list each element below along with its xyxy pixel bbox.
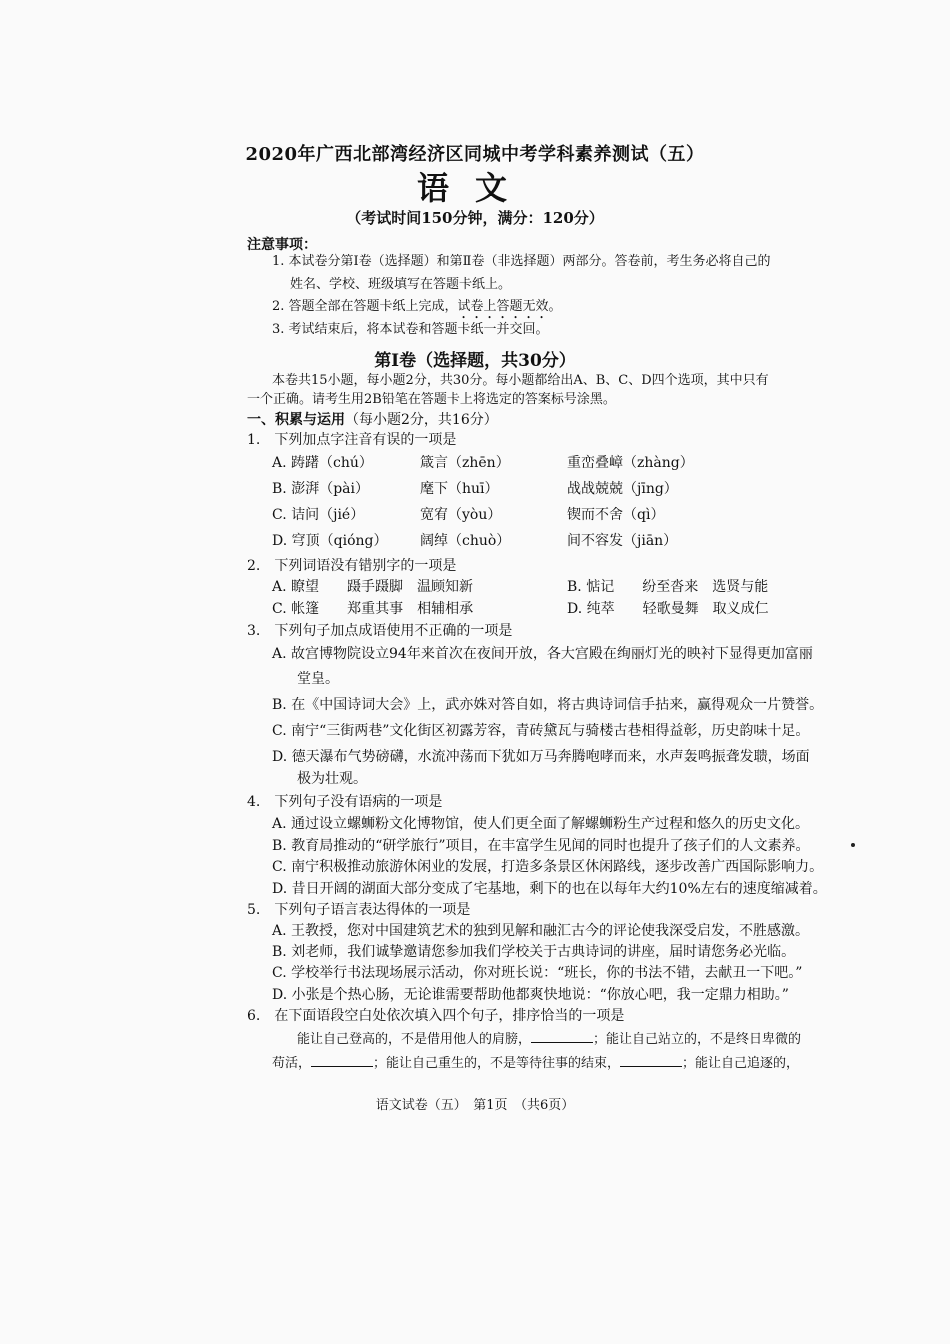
q3-c: C. 南宁“三街两巷”文化街区初露芳容，青砖黛瓦与骑楼古巷相得益彰，历史韵味十足。 <box>272 723 810 739</box>
q4-a: A. 通过设立螺蛳粉文化博物馆，使人们更全面了解螺蛳粉生产过程和悠久的历史文化。 <box>272 816 810 832</box>
q1-c-2: 宽宥（yòu） <box>420 507 502 523</box>
q6-stem: 6. 在下面语段空白处依次填入四个句子，排序恰当的一项是 <box>247 1008 625 1024</box>
q2-c: C. 帐篷 郑重其事 相辅相承 <box>272 601 474 617</box>
q4-stem: 4. 下列句子没有语病的一项是 <box>247 794 443 810</box>
scan-speck <box>851 843 855 847</box>
q6-passage-line-1: 能让自己登高的，不是借用他人的肩膀， ；能让自己站立的，不是终日卑微的 <box>297 1032 802 1047</box>
notice-label: 注意事项： <box>247 237 317 253</box>
q2-stem: 2. 下列词语没有错别字的一项是 <box>247 558 457 574</box>
q5-d: D. 小张是个热心肠，无论谁需要帮助他都爽快地说：“你放心吧，我一定鼎力相助。” <box>272 987 789 1003</box>
q6-blank-2 <box>311 1054 373 1067</box>
q6-blank-1 <box>531 1030 593 1043</box>
q6-blank-3 <box>620 1054 682 1067</box>
subject-title: 语文 <box>416 169 533 207</box>
notice-item-1-cont: 姓名、学校、班级填写在答题卡纸上。 <box>290 277 512 292</box>
q1-b-3: 战战兢兢（jīng） <box>567 481 678 497</box>
q1-b-2: 麾下（huī） <box>420 481 499 497</box>
notice-item-2: 2. 答题全部在答题卡纸上完成，试卷上答题无效。 <box>272 299 562 314</box>
q6-passage-line-2: 苟活， ；能让自己重生的，不是等待往事的结束， ；能让自己追逐的， <box>272 1056 800 1071</box>
section-intro-2: 一个正确。请考生用2B铅笔在答题卡上将选定的答案标号涂黑。 <box>247 392 616 407</box>
q1-d-1: D. 穹顶（qióng） <box>272 533 388 549</box>
q5-a: A. 王教授，您对中国建筑艺术的独到见解和融汇古今的评论使我深受启发，不胜感激。 <box>272 923 810 939</box>
section-intro-1: 本卷共15小题，每小题2分，共30分。每小题都给出A、B、C、D四个选项，其中只有 <box>272 373 769 388</box>
q2-b: B. 惦记 纷至沓来 选贤与能 <box>567 579 769 595</box>
q3-b: B. 在《中国诗词大会》上，武亦姝对答自如，将古典诗词信手拈来，赢得观众一片赞誉。 <box>272 697 824 713</box>
q3-a-cont: 堂皇。 <box>297 671 339 687</box>
q1-stem: 1. 下列加点字注音有误的一项是 <box>247 432 457 448</box>
q1-c-1: C. 诘问（jié） <box>272 507 365 523</box>
part-heading: 一、积累与运用（每小题2分，共16分） <box>247 412 498 428</box>
q1-a-3: 重峦叠嶂（zhàng） <box>567 455 694 471</box>
section-title: 第Ⅰ卷（选择题，共30分） <box>374 351 576 371</box>
q3-d-cont: 极为壮观。 <box>297 771 367 787</box>
notice-item-3: 3. 考试结束后，将本试卷和答题卡纸一并交回。 <box>272 322 549 337</box>
notice-item-1: 1. 本试卷分第Ⅰ卷（选择题）和第Ⅱ卷（非选择题）两部分。答卷前，考生务必将自己的 <box>272 254 771 269</box>
q3-stem: 3. 下列句子加点成语使用不正确的一项是 <box>247 623 513 639</box>
q5-b: B. 刘老师，我们诚挚邀请您参加我们学校关于古典诗词的讲座，届时请您务必光临。 <box>272 944 796 960</box>
q4-c: C. 南宁积极推动旅游休闲业的发展，打造多条景区休闲路线，逐步改善广西国际影响力。 <box>272 859 824 875</box>
q1-c-3: 锲而不舍（qì） <box>567 507 665 523</box>
q1-a-2: 箴言（zhēn） <box>420 455 510 471</box>
exam-time-note: （考试时间150分钟，满分：120分） <box>346 209 604 227</box>
q2-a: A. 瞭望 蹑手蹑脚 温顾知新 <box>272 579 474 595</box>
q3-a: A. 故宫博物院设立94年来首次在夜间开放，各大宫殿在绚丽灯光的映衬下显得更加富丽 <box>272 646 813 662</box>
q1-d-3: 间不容发（jiān） <box>567 533 678 549</box>
q2-d: D. 纯萃 轻歌曼舞 取义成仁 <box>567 601 769 617</box>
q1-d-2: 阔绰（chuò） <box>420 533 511 549</box>
q5-c: C. 学校举行书法现场展示活动，你对班长说：“班长，你的书法不错，去献丑一下吧。” <box>272 965 803 981</box>
q1-a-1: A. 踌躇（chú） <box>272 455 373 471</box>
q1-b-1: B. 澎湃（pài） <box>272 481 369 497</box>
q5-stem: 5. 下列句子语言表达得体的一项是 <box>247 902 471 918</box>
page-footer: 语文试卷（五） 第1页 （共6页） <box>375 1098 575 1113</box>
q4-b: B. 教育局推动的“研学旅行”项目，在丰富学生见闻的同时也提升了孩子们的人文素养。 <box>272 838 810 854</box>
exam-title: 2020年广西北部湾经济区同城中考学科素养测试（五） <box>245 144 705 165</box>
q3-d: D. 德天瀑布气势磅礴，水流冲荡而下犹如万马奔腾咆哮而来，水声轰鸣振聋发聩，场面 <box>272 749 810 765</box>
q4-d: D. 昔日开阔的湖面大部分变成了宅基地，剩下的也在以每年大约10%左右的速度缩减着。 <box>272 881 827 897</box>
